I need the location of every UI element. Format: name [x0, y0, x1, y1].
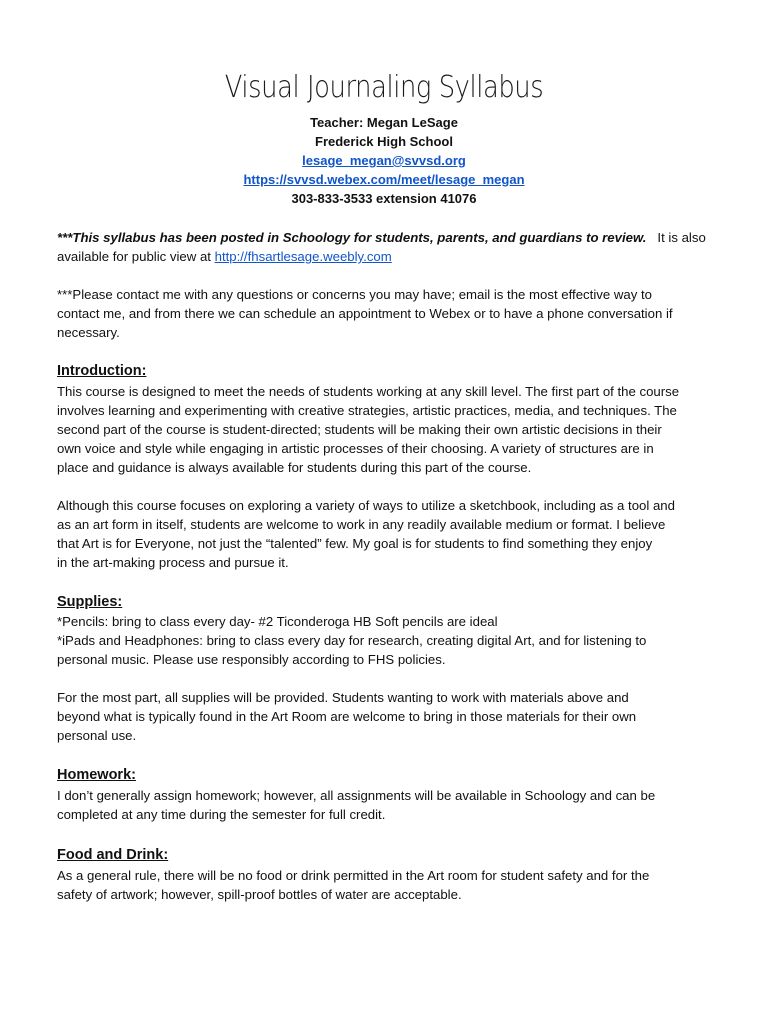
- text-line: *Pencils: bring to class every day- #2 Ticonderoga HB Soft pencils are ideal: [57, 614, 498, 629]
- email-link[interactable]: lesage_megan@svvsd.org: [302, 153, 466, 168]
- supplies-paragraph-1: [57, 612, 717, 669]
- text-line: as an art form in itself, students are welcome to work in any readily available medium or format. I believe: [57, 517, 666, 532]
- text-line: place and guidance is always available for students during this part of the course.: [57, 460, 532, 475]
- text-line: in the art-making process and pursue it.: [57, 555, 289, 570]
- introduction-paragraph-1: [57, 382, 717, 477]
- text-line: contact me, and from there we can schedule an appointment to Webex or to have a phone conversation if: [57, 306, 673, 321]
- contact-paragraph: [57, 285, 717, 342]
- supplies-heading: Supplies:: [57, 594, 123, 610]
- text-line: Although this course focuses on exploring a variety of ways to utilize a sketchbook, including as a tool and: [57, 498, 675, 513]
- food-heading: Food and Drink:: [57, 847, 169, 863]
- weebly-link[interactable]: http://fhsartlesage.weebly.com: [214, 249, 392, 264]
- homework-paragraph: [57, 786, 717, 824]
- text-line: completed at any time during the semester for full credit.: [57, 807, 386, 822]
- text-line: second part of the course is student-directed; students will be making their own artistic decisions in their: [57, 422, 662, 437]
- webex-link[interactable]: https://svvsd.webex.com/meet/lesage_megan: [243, 172, 525, 187]
- introduction-heading: Introduction:: [57, 363, 147, 379]
- school-name: Frederick High School: [315, 134, 453, 149]
- text-line: beyond what is typically found in the Art Room are welcome to bring in those materials for their own: [57, 709, 637, 724]
- text-line: safety of artwork; however, spill-proof bottles of water are acceptable.: [57, 887, 462, 902]
- text-line: necessary.: [57, 325, 120, 340]
- teacher-name: Teacher: Megan LeSage: [310, 115, 458, 130]
- text-line: For the most part, all supplies will be provided. Students wanting to work with materials above and: [57, 690, 629, 705]
- homework-heading: Homework:: [57, 767, 136, 783]
- header-block: [0, 113, 768, 208]
- text-line: personal music. Please use responsibly according to FHS policies.: [57, 652, 446, 667]
- page-title: Visual Journaling Syllabus: [224, 70, 544, 105]
- text-line: involves learning and experimenting with creative strategies, artistic practices, media, and techniques. The: [57, 403, 677, 418]
- text-line: *iPads and Headphones: bring to class every day for research, creating digital Art, and for listening to: [57, 633, 647, 648]
- notice-rest: It is also: [657, 230, 706, 245]
- text-line: personal use.: [57, 728, 137, 743]
- notice-emphasis: ***This syllabus has been posted in Schoology for students, parents, and guardians to review.: [57, 230, 647, 245]
- introduction-paragraph-2: [57, 496, 717, 572]
- text-line: own voice and style while engaging in artistic processes of their choosing. A variety of structures are in: [57, 441, 654, 456]
- text-line: I don’t generally assign homework; however, all assignments will be available in Schoology and can be: [57, 788, 656, 803]
- text-line: This course is designed to meet the needs of students working at any skill level. The first part of the course: [57, 384, 680, 399]
- supplies-paragraph-2: [57, 688, 717, 745]
- text-line: ***Please contact me with any questions or concerns you may have; email is the most effective way to: [57, 287, 652, 302]
- phone-number: 303-833-3533 extension 41076: [291, 191, 477, 206]
- notice-prefix: available for public view at: [57, 249, 211, 264]
- notice-paragraph: [57, 228, 717, 266]
- text-line: that Art is for Everyone, not just the “talented” few. My goal is for students to find something they enjoy: [57, 536, 653, 551]
- food-paragraph: [57, 866, 717, 904]
- text-line: As a general rule, there will be no food or drink permitted in the Art room for student safety and for the: [57, 868, 650, 883]
